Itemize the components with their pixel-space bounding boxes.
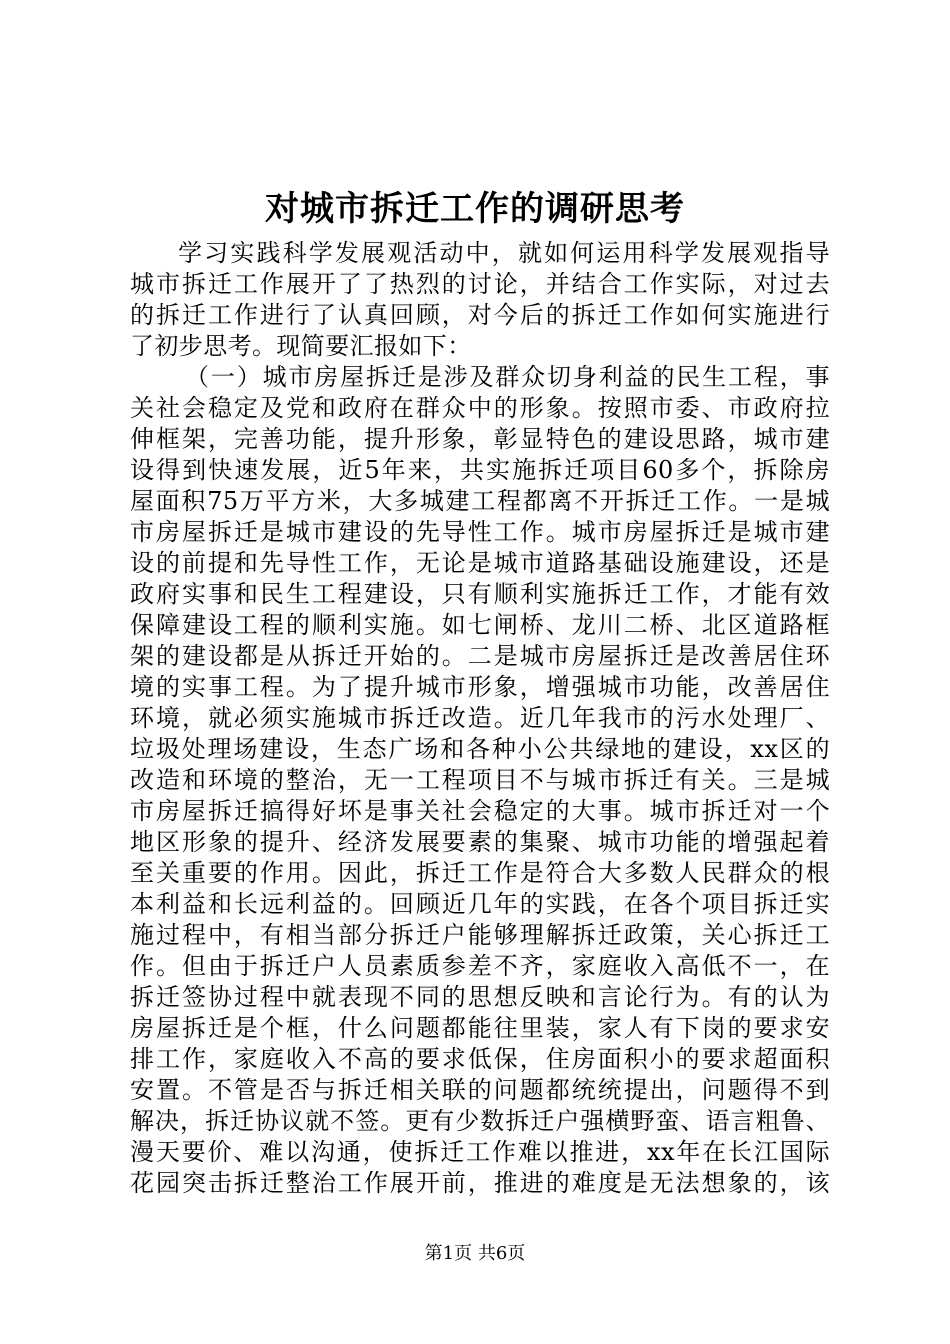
page-number-footer: 第1页 共6页 — [424, 1243, 526, 1264]
paragraph-line: 施过程中，有相当部分拆迁户能够理解拆迁政策，关心拆迁工 — [130, 921, 830, 949]
paragraph-line: 房屋拆迁是个框，什么问题都能往里装，家人有下岗的要求安 — [130, 1014, 830, 1042]
paragraph-line: 地区形象的提升、经济发展要素的集聚、城市功能的增强起着 — [130, 828, 830, 856]
paragraph-line: 解决，拆迁协议就不签。更有少数拆迁户强横野蛮、语言粗鲁、 — [130, 1107, 830, 1135]
paragraph-line: 垃圾处理场建设，生态广场和各种小公共绿地的建设，xx区的 — [130, 735, 830, 763]
paragraph-line: 排工作，家庭收入不高的要求低保，住房面积小的要求超面积 — [130, 1045, 830, 1073]
paragraph-line: 伸框架，完善功能，提升形象，彰显特色的建设思路，城市建 — [130, 425, 830, 453]
paragraph-line: 政府实事和民生工程建设，只有顺利实施拆迁工作，才能有效 — [130, 580, 830, 608]
paragraph-line: 设的前提和先导性工作，无论是城市道路基础设施建设，还是 — [130, 549, 830, 577]
paragraph-line: 作。但由于拆迁户人员素质参差不齐，家庭收入高低不一，在 — [130, 952, 830, 980]
paragraph-line: 设得到快速发展，近5年来，共实施拆迁项目60多个，拆除房 — [130, 456, 830, 484]
document-body — [130, 238, 830, 1199]
paragraph-line: 漫天要价、难以沟通，使拆迁工作难以推进，xx年在长江国际 — [130, 1138, 830, 1166]
paragraph-line: 改造和环境的整治，无一工程项目不与城市拆迁有关。三是城 — [130, 766, 830, 794]
paragraph-line: 花园突击拆迁整治工作展开前，推进的难度是无法想象的，该 — [130, 1169, 830, 1197]
paragraph-line: 安置。不管是否与拆迁相关联的问题都统统提出，问题得不到 — [130, 1076, 830, 1104]
paragraph-line: 城市拆迁工作展开了了热烈的讨论，并结合工作实际，对过去 — [130, 270, 830, 298]
paragraph-line: 的拆迁工作进行了认真回顾，对今后的拆迁工作如何实施进行 — [130, 301, 830, 329]
paragraph-line: 学习实践科学发展观活动中，就如何运用科学发展观指导 — [178, 239, 830, 267]
paragraph-line: 屋面积75万平方米，大多城建工程都离不开拆迁工作。一是城 — [130, 487, 830, 515]
paragraph-line: 拆迁签协过程中就表现不同的思想反映和言论行为。有的认为 — [130, 983, 830, 1011]
paragraph-line: 保障建设工程的顺利实施。如七闸桥、龙川二桥、北区道路框 — [130, 611, 830, 639]
paragraph-line: 了初步思考。现简要汇报如下： — [130, 332, 472, 360]
paragraph-line: 市房屋拆迁搞得好坏是事关社会稳定的大事。城市拆迁对一个 — [130, 797, 830, 825]
paragraph-line: 架的建设都是从拆迁开始的。二是城市房屋拆迁是改善居住环 — [130, 642, 830, 670]
paragraph-line: 关社会稳定及党和政府在群众中的形象。按照市委、市政府拉 — [130, 394, 830, 422]
paragraph-line: 市房屋拆迁是城市建设的先导性工作。城市房屋拆迁是城市建 — [130, 518, 830, 546]
paragraph-line: 至关重要的作用。因此，拆迁工作是符合大多数人民群众的根 — [130, 859, 830, 887]
paragraph-line: 境的实事工程。为了提升城市形象，增强城市功能，改善居住 — [130, 673, 830, 701]
document-title: 对城市拆迁工作的调研思考 — [265, 189, 685, 229]
paragraph-line: 环境，就必须实施城市拆迁改造。近几年我市的污水处理厂、 — [130, 704, 830, 732]
paragraph-line: （一）城市房屋拆迁是涉及群众切身利益的民生工程，事 — [185, 363, 830, 391]
paragraph-line: 本利益和长远利益的。回顾近几年的实践，在各个项目拆迁实 — [130, 890, 830, 918]
